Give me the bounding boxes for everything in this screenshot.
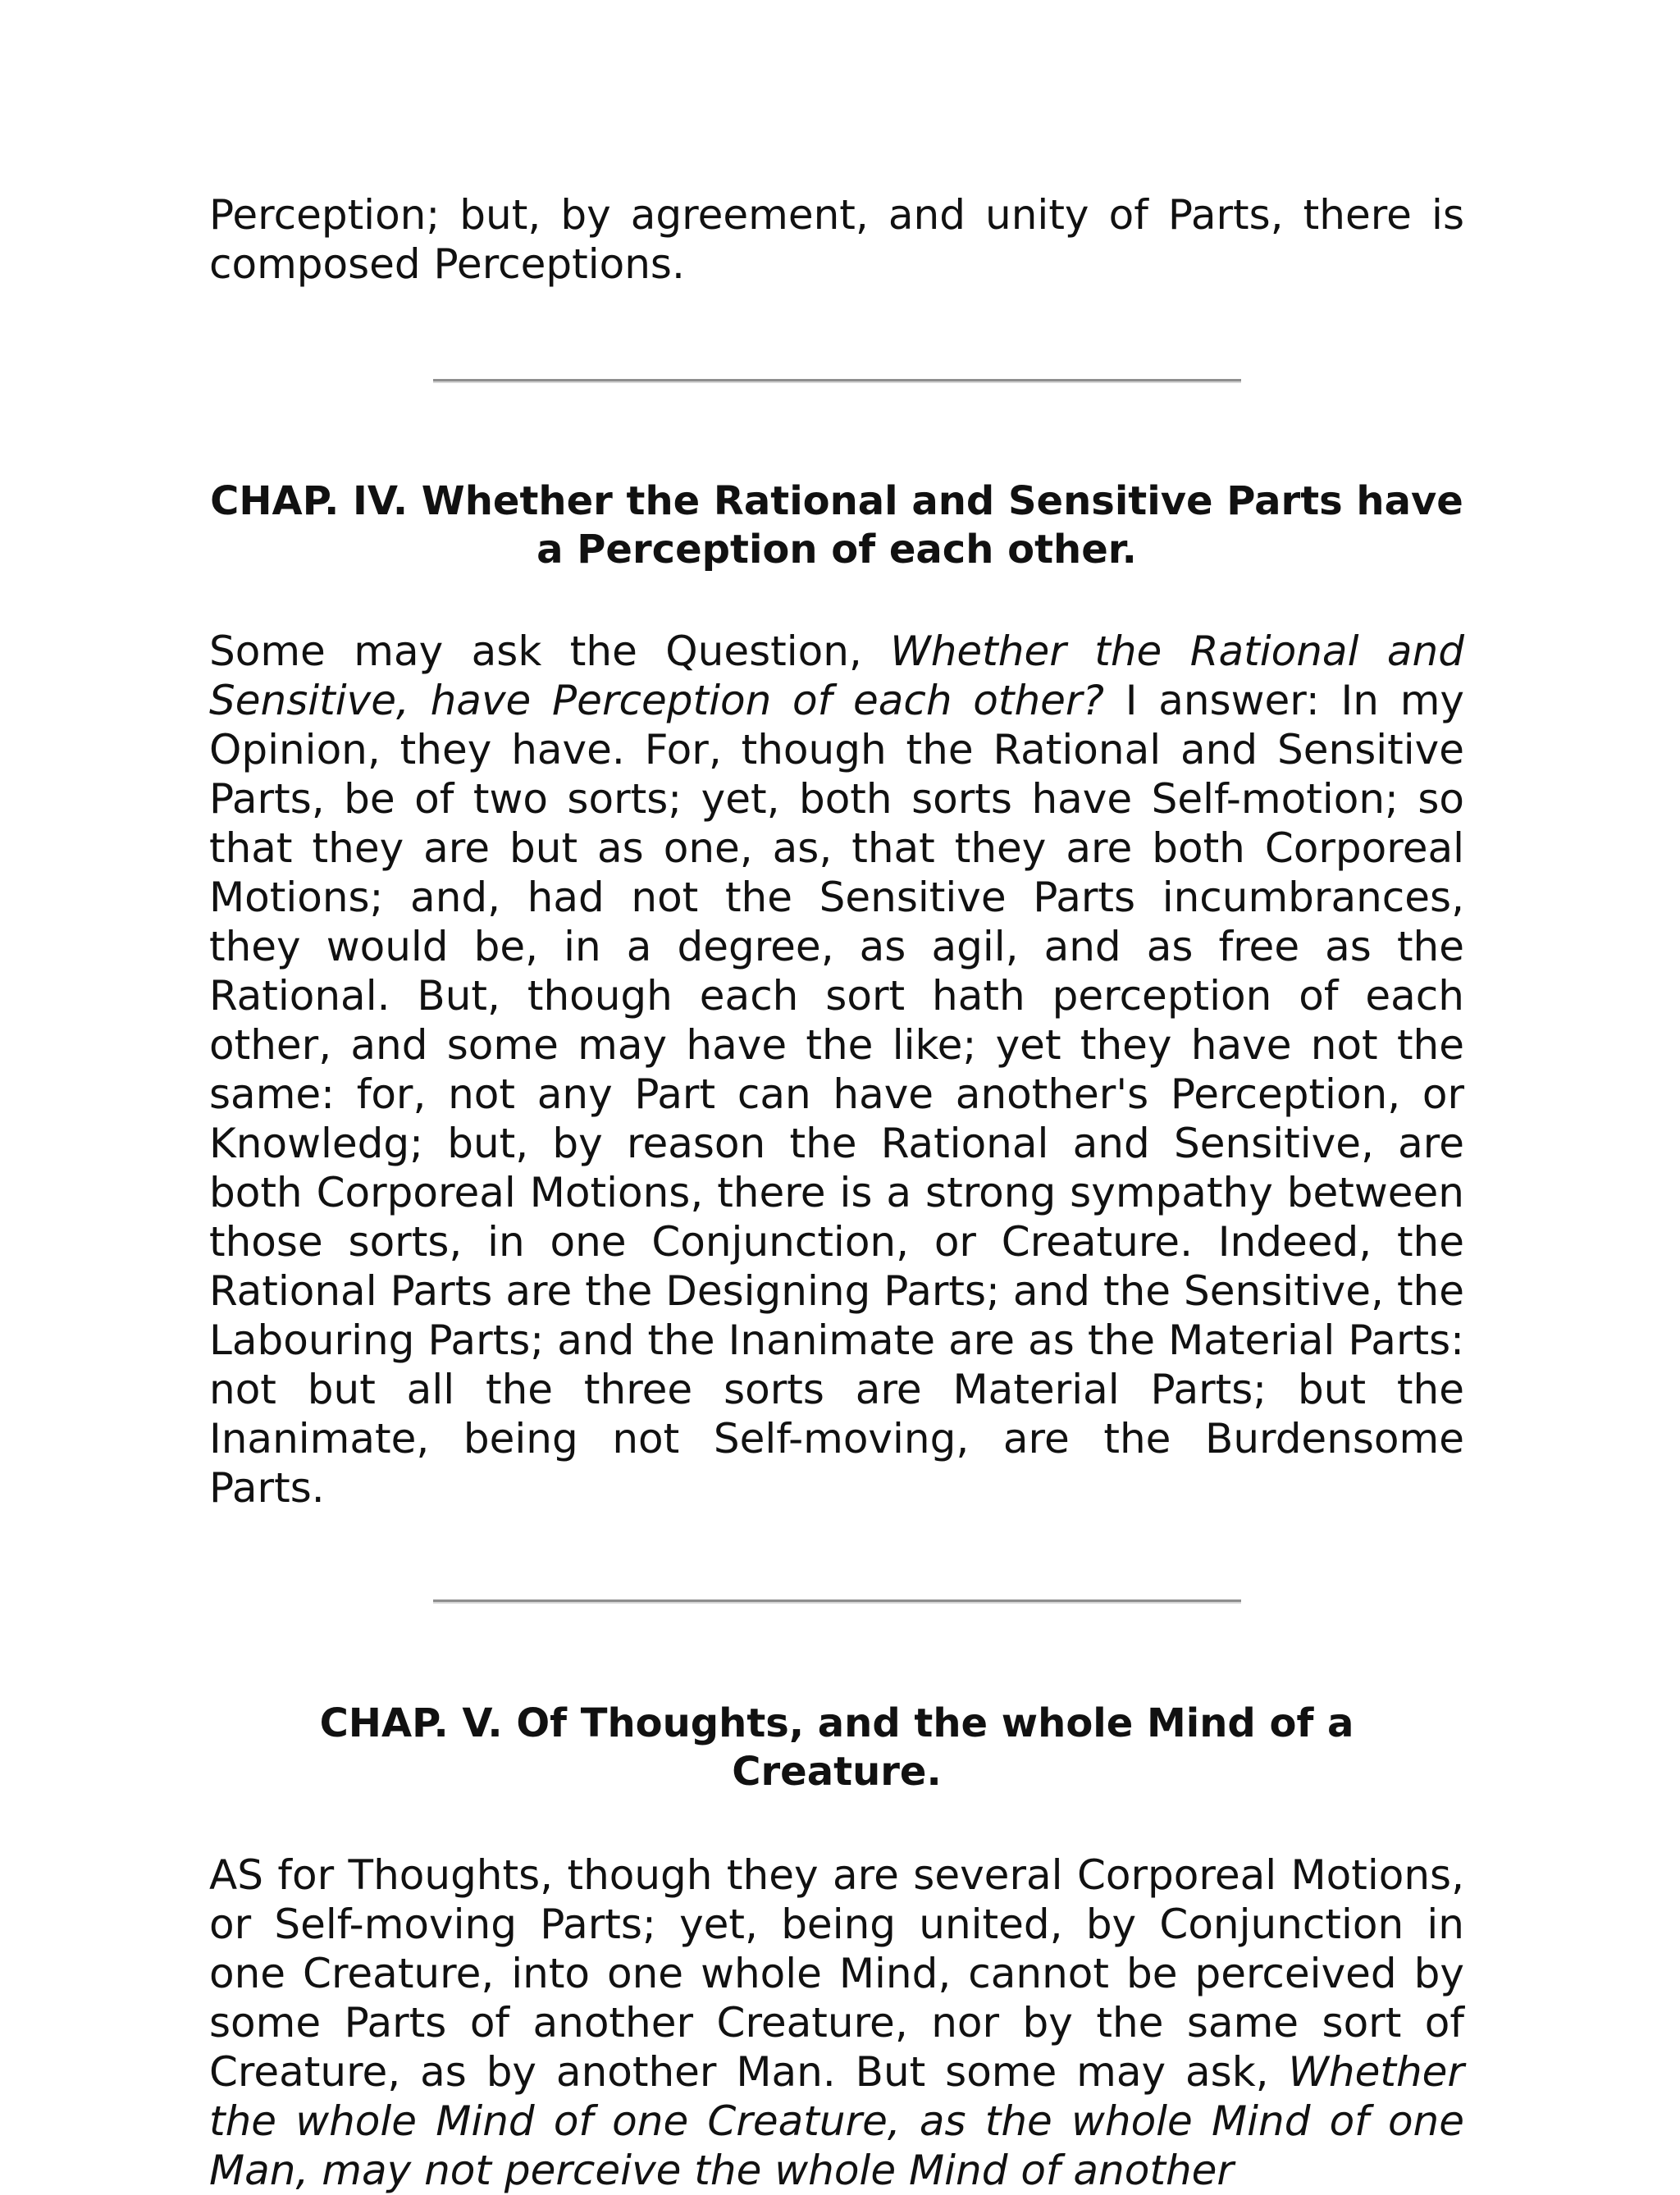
chapter-4-body-text: I answer: In my Opinion, they have. For, though the Rational and Sensitive Parts, be of two sorts; yet, both sorts have Self-motion; so that they are but as one, as, that they are both Corporeal Motions; and, had not the Sensitive Parts incumbrances, they would be, in a degree, as agil, and as free as the Rational. But, though each sort hath perception of each other, and some may have the like; yet they have not the same: for, not any Part can have another's Perception, or Knowledg; but, by reason the Rational and Sensitive, are both Corporeal Motions, there is a strong sympathy between those sorts, in one Conjunction, or Creature. Indeed, the Rational Parts are the Designing Parts; and the Sensitive, the Labouring Parts; and the Inanimate are as the Material Parts: not but all the three sorts are Material Parts; but the Inanimate, being not Self-moving, are the Burdensome Parts. — [209, 677, 1464, 1512]
section-divider — [433, 1599, 1241, 1604]
continuation-paragraph: Perception; but, by agreement, and unity of Parts, there is composed Perceptions. — [209, 191, 1464, 288]
chapter-4-intro-text: Some may ask the Question, — [209, 627, 891, 675]
book-page — [209, 190, 1464, 2195]
section-divider — [433, 379, 1241, 383]
chapter-5-paragraph — [209, 1850, 1464, 2195]
chapter-4-heading: CHAP. IV. Whether the Rational and Sensitive Parts have a Perception of each other. — [210, 478, 1463, 573]
chapter-4-paragraph — [209, 627, 1464, 1513]
chapter-4-question: Whether the Rational and Sensitive, have Perception of each other? — [209, 627, 1464, 724]
chapter-5-question: Whether the whole Mind of one Creature, as the whole Mind of one Man, may not perceive the whole Mind of another — [209, 2048, 1464, 2194]
chapter-5-heading: CHAP. V. Of Thoughts, and the whole Mind of a Creature. — [319, 1700, 1354, 1795]
chapter-5-body-text: AS for Thoughts, though they are several Corporeal Motions, or Self-moving Parts; yet, being united, by Conjunction in one Creature, into one whole Mind, cannot be perceived by some Parts of another Creature, nor by the same sort of Creature, as by another Man. But some may ask, — [209, 1851, 1464, 2096]
